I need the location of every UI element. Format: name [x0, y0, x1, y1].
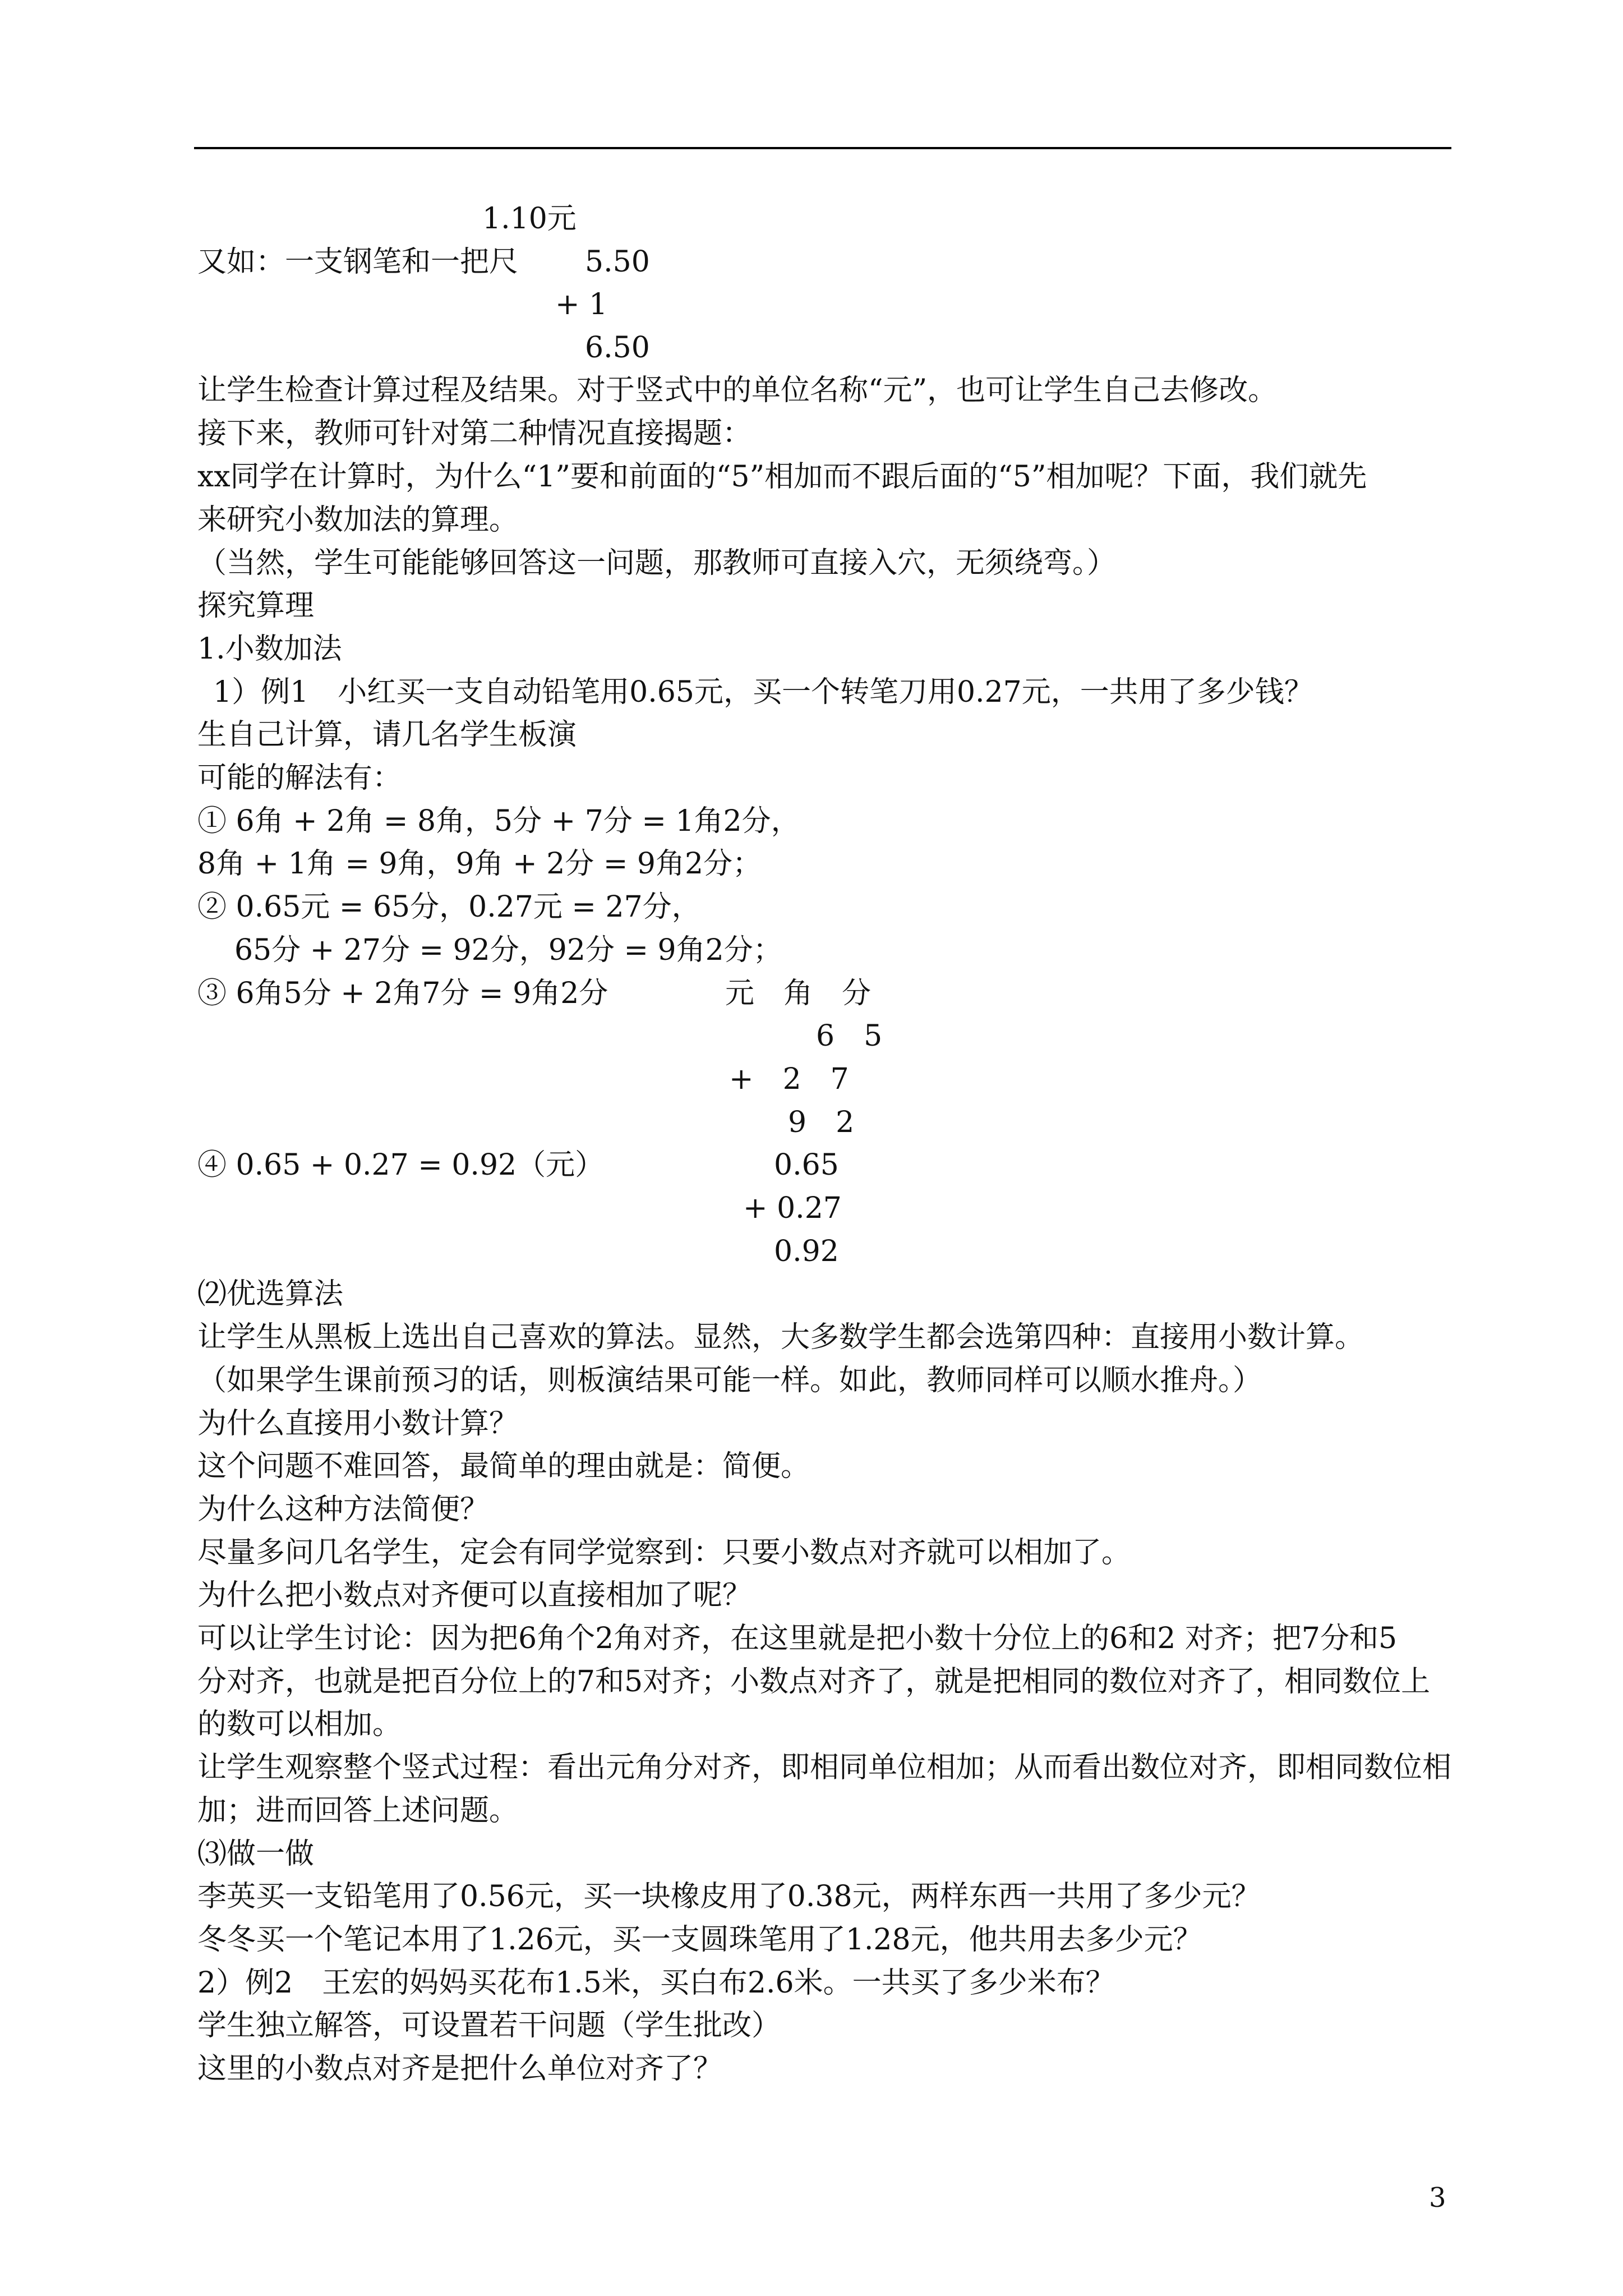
- solution-2b: 65分 + 27分 = 92分，92分 = 9角2分；: [234, 933, 782, 967]
- text-line: 让学生从黑板上选出自己喜欢的算法。显然，大多数学生都会选第四种：直接用小数计算。: [197, 1320, 1364, 1354]
- subsection-heading: ⑶做一做: [197, 1837, 315, 1871]
- solution-2a: ② 0.65元 = 65分，0.27元 = 27分，: [197, 890, 701, 924]
- vertical-addend-with-plus: + 0.27: [743, 1191, 842, 1225]
- vertical-addend: 0.65: [774, 1148, 839, 1182]
- vertical-row-with-plus: + 2 7: [729, 1062, 849, 1096]
- exercise-1: 李英买一支铅笔用了0.56元，买一块橡皮用了0.38元，两样东西一共用了多少元？: [197, 1880, 1261, 1913]
- text-line: 可能的解法有：: [197, 761, 402, 795]
- text-line: 分对齐，也就是把百分位上的7和5对齐；小数点对齐了，就是把相同的数位对齐了，相同数位上: [197, 1665, 1431, 1699]
- solution-3: ③ 6角5分 + 2角7分 = 9角2分: [197, 977, 608, 1010]
- vertical-sum-result-1: 1.10元: [482, 202, 577, 236]
- page-number: 3: [1429, 2182, 1446, 2214]
- text-line: 可以让学生讨论：因为把6角个2角对齐，在这里就是把小数十分位上的6和2 对齐；把7分和5: [197, 1622, 1398, 1655]
- solution-1a: ① 6角 + 2角 = 8角，5分 + 7分 = 1角2分，: [197, 804, 800, 838]
- unit-header: 元 角 分: [725, 977, 872, 1010]
- subsection-heading: 1.小数加法: [197, 632, 342, 666]
- vertical-addend: 5.50: [585, 245, 650, 279]
- text-line: 学生独立解答，可设置若干问题（学生批改）: [197, 2009, 781, 2042]
- section-heading: 探究算理: [197, 589, 315, 623]
- question-line: 这里的小数点对齐是把什么单位对齐了？: [197, 2052, 723, 2086]
- text-line: 接下来，教师可针对第二种情况直接揭题：: [197, 417, 752, 450]
- example-1: 1）例1 小红买一支自动铅笔用0.65元，买一个转笔刀用0.27元，一共用了多少钱？: [213, 675, 1313, 709]
- header-rule: [194, 147, 1451, 149]
- exercise-2: 冬冬买一个笔记本用了1.26元，买一支圆珠笔用了1.28元，他共用去多少元？: [197, 1923, 1202, 1957]
- text-line: 让学生观察整个竖式过程：看出元角分对齐，即相同单位相加；从而看出数位对齐，即相同数位相: [197, 1751, 1452, 1784]
- text-line: 让学生检查计算过程及结果。对于竖式中的单位名称“元”，也可让学生自己去修改。: [197, 374, 1278, 407]
- solution-4: ④ 0.65 + 0.27 = 0.92（元）: [197, 1148, 605, 1182]
- text-line: 生自己计算，请几名学生板演: [197, 718, 577, 752]
- vertical-sum-result-2: 6.50: [585, 331, 650, 365]
- text-line: （如果学生课前预习的话，则板演结果可能一样。如此，教师同样可以顺水推舟。）: [197, 1364, 1262, 1397]
- solution-1b: 8角 + 1角 = 9角，9角 + 2分 = 9角2分；: [197, 847, 762, 881]
- text-line: （当然，学生可能能够回答这一问题，那教师可直接入穴，无须绕弯。）: [197, 546, 1117, 580]
- text-line: xx同学在计算时，为什么“1”要和前面的“5”相加而不跟后面的“5”相加呢？下面，我们就先: [197, 460, 1367, 494]
- vertical-addend-with-plus: + 1: [555, 288, 608, 321]
- vertical-sum-result: 0.92: [774, 1235, 839, 1268]
- vertical-row-result: 9 2: [788, 1106, 855, 1139]
- text-line: 的数可以相加。: [197, 1708, 402, 1741]
- text-line: 尽量多问几名学生，定会有同学觉察到：只要小数点对齐就可以相加了。: [197, 1536, 1131, 1570]
- subsection-heading: ⑵优选算法: [197, 1277, 344, 1311]
- example-2: 2）例2 王宏的妈妈买花布1.5米，买白布2.6米。一共买了多少米布？: [197, 1966, 1115, 2000]
- question-line: 为什么直接用小数计算？: [197, 1407, 519, 1441]
- question-line: 为什么把小数点对齐便可以直接相加了呢？: [197, 1579, 752, 1612]
- text-line: 来研究小数加法的算理。: [197, 503, 519, 537]
- question-line: 为什么这种方法简便？: [197, 1493, 490, 1526]
- text-line: 加；进而回答上述问题。: [197, 1794, 519, 1828]
- text-line: 又如：一支钢笔和一把尺: [197, 245, 519, 279]
- vertical-row: 6 5: [816, 1019, 883, 1053]
- text-line: 这个问题不难回答，最简单的理由就是：简便。: [197, 1450, 810, 1483]
